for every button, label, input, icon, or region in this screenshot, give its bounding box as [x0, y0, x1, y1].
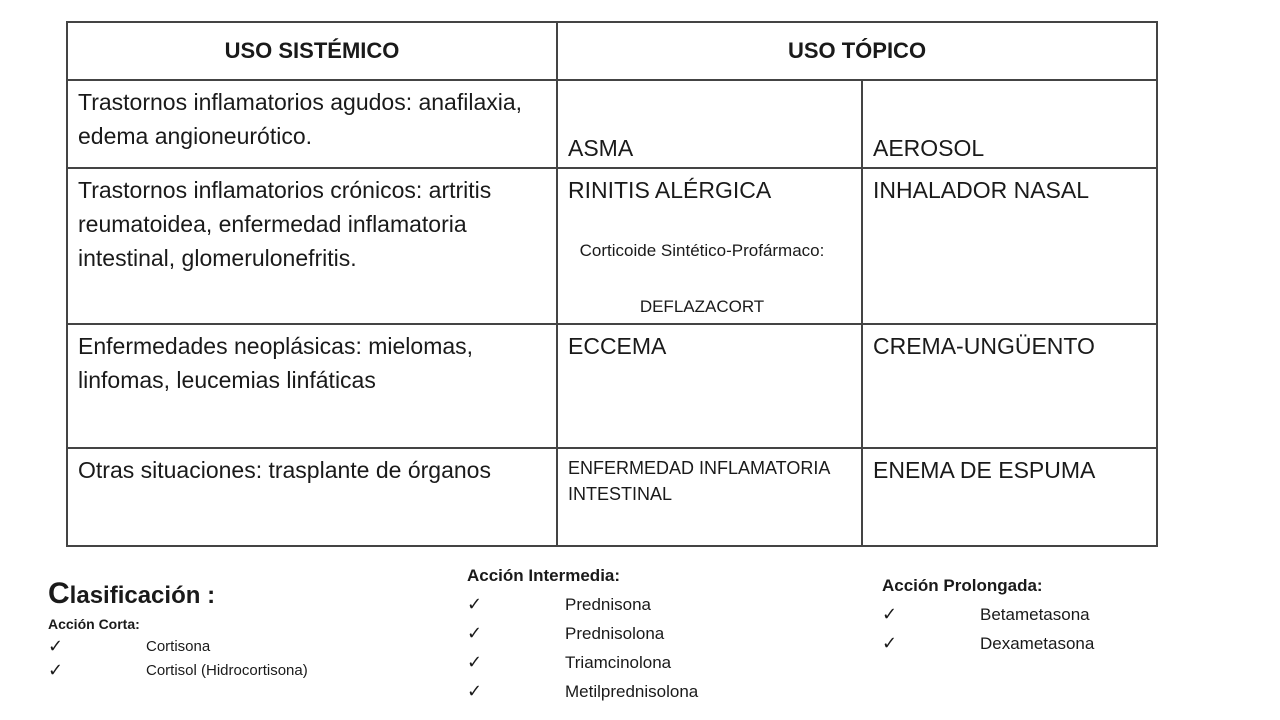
list-item	[882, 600, 1094, 629]
prodrug-name: DEFLAZACORT	[639, 297, 765, 316]
header-systemic: USO SISTÉMICO	[67, 22, 557, 80]
table-header-row	[67, 22, 1157, 80]
list-item	[467, 590, 698, 619]
list-item	[467, 677, 698, 706]
list-item	[48, 658, 308, 682]
prolonged-action-heading: Acción Prolongada:	[882, 576, 1043, 595]
condition-cell: ENFERMEDAD INFLAMATORIA INTESTINAL	[557, 448, 862, 546]
check-icon: ✓	[48, 659, 64, 680]
systemic-cell: Enfermedades neoplásicas: mielomas, linfomas, leucemias linfáticas	[67, 324, 557, 448]
intermediate-action-group	[467, 566, 698, 706]
drug-name: Dexametasona	[980, 633, 1095, 653]
list-item	[882, 629, 1094, 658]
list-item	[48, 634, 308, 658]
table-row	[67, 80, 1157, 168]
drug-name: Cortisol (Hidrocortisona)	[146, 661, 308, 679]
classification-title	[48, 577, 215, 611]
drug-name: Prednisona	[565, 594, 652, 614]
drug-name: Metilprednisolona	[565, 681, 699, 701]
drug-name: Prednisolona	[565, 623, 665, 643]
form-cell: CREMA-UNGÜENTO	[862, 324, 1157, 448]
form-cell: INHALADOR NASAL	[862, 168, 1157, 324]
condition-cell: ECCEMA	[557, 324, 862, 448]
header-topical: USO TÓPICO	[557, 22, 1157, 80]
check-icon: ✓	[882, 633, 898, 653]
classification-title-rest: lasificación :	[69, 582, 216, 609]
check-icon: ✓	[467, 623, 483, 643]
check-icon: ✓	[882, 604, 898, 624]
form-cell: ENEMA DE ESPUMA	[862, 448, 1157, 546]
classification-title-initial: C	[48, 577, 70, 610]
check-icon: ✓	[467, 681, 483, 701]
short-action-group	[48, 616, 308, 682]
list-item	[467, 619, 698, 648]
condition-cell: ASMA	[557, 80, 862, 168]
systemic-cell: Trastornos inflamatorios crónicos: artritis reumatoidea, enfermedad inflamatoria intestinal, glomerulonefritis.	[67, 168, 557, 324]
intermediate-action-heading: Acción Intermedia:	[467, 566, 621, 585]
form-cell: AEROSOL	[862, 80, 1157, 168]
drug-name: Triamcinolona	[565, 652, 672, 672]
drug-name: Betametasona	[980, 604, 1090, 624]
systemic-cell: Trastornos inflamatorios agudos: anafilaxia, edema angioneurótico.	[67, 80, 557, 168]
table-row	[67, 448, 1157, 546]
table-row	[67, 324, 1157, 448]
prodrug-label: Corticoide Sintético-Profármaco:	[579, 241, 825, 260]
check-icon: ✓	[467, 652, 483, 672]
drug-name: Cortisona	[146, 637, 211, 655]
short-action-heading: Acción Corta:	[48, 616, 140, 632]
corticoid-uses-table	[66, 21, 1158, 547]
condition-cell: RINITIS ALÉRGICA	[557, 168, 862, 324]
list-item	[467, 648, 698, 677]
systemic-cell: Otras situaciones: trasplante de órganos	[67, 448, 557, 546]
check-icon: ✓	[467, 594, 483, 614]
prolonged-action-group	[882, 576, 1094, 658]
check-icon: ✓	[48, 635, 64, 656]
